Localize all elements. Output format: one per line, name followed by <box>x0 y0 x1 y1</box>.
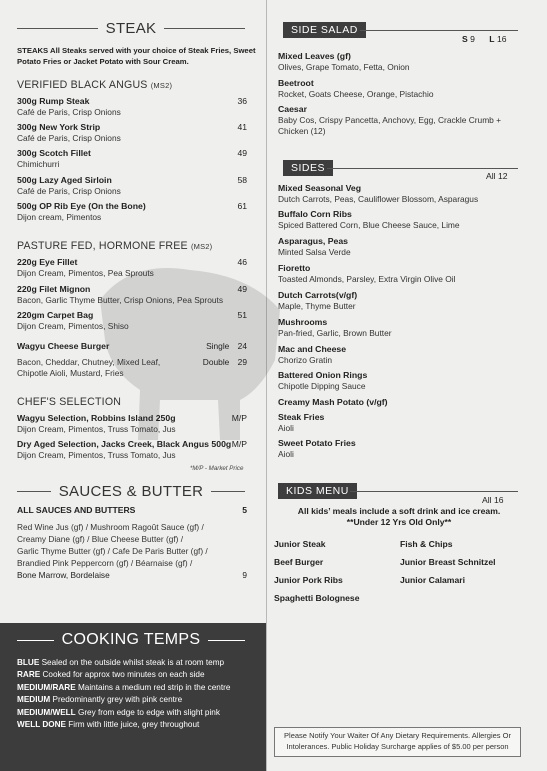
kids-item: Junior Pork Ribs <box>274 575 343 585</box>
temp-term: MEDIUM/RARE <box>17 682 76 692</box>
item-name: Wagyu Selection, Robbins Island 250g <box>17 413 176 423</box>
item-price: 46 <box>237 257 247 267</box>
item-desc: Aioli <box>278 449 294 459</box>
wagyu-single <box>206 341 247 351</box>
side-item-fioretto <box>278 263 518 285</box>
option-price: 24 <box>237 341 247 351</box>
size-large-price: 16 <box>496 34 507 44</box>
item-name: 220gm Carpet Bag <box>17 310 94 320</box>
size-large-label: L <box>489 34 495 44</box>
temp-desc: Predominantly grey with pink centre <box>52 695 183 705</box>
cooking-temps-title <box>17 631 245 649</box>
menu-item-filet-mignon <box>17 284 247 306</box>
sauces-section-title <box>17 483 245 500</box>
item-desc: Café de Paris, Crisp Onions <box>17 186 121 196</box>
side-item-mushrooms <box>278 317 518 339</box>
item-desc: Chimichurri <box>17 159 60 169</box>
all-sauces-label: ALL SAUCES AND BUTTERS <box>17 505 136 515</box>
side-item-mac-cheese <box>278 344 518 366</box>
kids-item: Spaghetti Bolognese <box>274 593 360 603</box>
item-price: 51 <box>237 310 247 320</box>
sauce-line: Red Wine Jus (gf) / Mushroom Ragoût Sauce (gf) / <box>17 522 204 532</box>
sauce-line: Brandied Pink Peppercorn (gf) / Béarnaise (gf) / <box>17 558 193 568</box>
item-name: Dry Aged Selection, Jacks Creek, Black Angus 500g <box>17 439 232 449</box>
temp-term: RARE <box>17 670 41 680</box>
sauces-title-text: SAUCES & BUTTER <box>58 483 204 500</box>
kids-menu-label: KIDS MENU <box>278 483 357 499</box>
salad-item-caesar <box>278 104 503 137</box>
side-item-mixed-veg <box>278 183 518 205</box>
item-desc: Toasted Almonds, Parsley, Extra Virgin Olive Oil <box>278 274 456 284</box>
item-desc: Bacon, Cheddar, Chutney, Mixed Leaf, Chipotle Aioli, Mustard, Fries <box>17 357 161 378</box>
item-name: Mushrooms <box>278 317 328 327</box>
sauce-line: Garlic Thyme Butter (gf) / Cafe De Paris Butter (gf) / <box>17 546 208 556</box>
menu-item-wagyu-burger <box>17 341 247 379</box>
item-name: Mac and Cheese <box>278 344 347 354</box>
item-desc: Spiced Battered Corn, Blue Cheese Sauce, Lime <box>278 220 460 230</box>
black-angus-heading <box>17 79 172 91</box>
kids-price: All 16 <box>482 495 504 505</box>
black-angus-tag: (MS2) <box>150 81 173 90</box>
item-name: Caesar <box>278 104 307 114</box>
item-name: Fioretto <box>278 263 311 273</box>
item-name: 300g Rump Steak <box>17 96 90 106</box>
temp-term: MEDIUM <box>17 695 51 705</box>
temp-row <box>17 669 230 681</box>
item-price: 36 <box>237 96 247 106</box>
side-item-onion-rings <box>278 370 518 392</box>
sides-price: All 12 <box>486 171 508 181</box>
steak-intro: STEAKS All Steaks served with your choice of Steak Fries, Sweet Potato Fries or Jacket Potato with Sour Cream. <box>17 46 256 66</box>
pasture-title: PASTURE FED, HORMONE FREE <box>17 240 188 252</box>
item-price: 61 <box>237 201 247 211</box>
item-price: 49 <box>237 148 247 158</box>
menu-item-dry-aged <box>17 439 247 461</box>
temp-desc: Cooked for approx two minutes on each side <box>42 670 205 680</box>
salad-item-mixed-leaves <box>278 51 518 73</box>
temp-row <box>17 719 230 731</box>
item-name: Battered Onion Rings <box>278 370 368 380</box>
item-desc: Dijon Cream, Pimentos, Shiso <box>17 321 129 331</box>
item-desc: Café de Paris, Crisp Onions <box>17 107 121 117</box>
side-item-asparagus <box>278 236 518 258</box>
temp-term: MEDIUM/WELL <box>17 707 76 717</box>
side-salad-label: SIDE SALAD <box>283 22 366 38</box>
item-price: 41 <box>237 122 247 132</box>
kids-item: Junior Steak <box>274 539 326 549</box>
item-name: 500g Lazy Aged Sirloin <box>17 175 112 185</box>
steak-title-text: STEAK <box>105 20 157 37</box>
item-name: Mixed Seasonal Veg <box>278 183 362 193</box>
item-name: 300g Scotch Fillet <box>17 148 91 158</box>
item-name: 500g OP Rib Eye (On the Bone) <box>17 201 146 211</box>
sauce-list <box>17 521 237 569</box>
item-name: Dutch Carrots(v/gf) <box>278 290 358 300</box>
item-desc: Café de Paris, Crisp Onions <box>17 133 121 143</box>
item-name: Mixed Leaves (gf) <box>278 51 351 61</box>
item-desc: Dijon Cream, Pimentos, Truss Tomato, Jus <box>17 424 176 434</box>
item-price: M/P <box>231 413 247 423</box>
menu-item-new-york-strip <box>17 122 247 144</box>
item-name: 220g Filet Mignon <box>17 284 91 294</box>
menu-item-rump <box>17 96 247 118</box>
item-name: Steak Fries <box>278 412 325 422</box>
side-salad-rule <box>360 30 518 31</box>
pasture-tag: (MS2) <box>190 242 213 251</box>
item-price: 49 <box>237 284 247 294</box>
title-rule <box>17 640 54 641</box>
item-name: Creamy Mash Potato (v/gf) <box>278 397 388 407</box>
item-desc: Bacon, Garlic Thyme Butter, Crisp Onions, Pea Sprouts <box>17 295 224 305</box>
menu-item-eye-fillet <box>17 257 247 279</box>
side-item-dutch-carrots <box>278 290 518 312</box>
kids-item: Beef Burger <box>274 557 324 567</box>
temp-row <box>17 707 230 719</box>
cooking-temps-list <box>17 657 230 731</box>
side-item-mash <box>278 397 518 408</box>
item-desc: Baby Cos, Crispy Pancetta, Anchovy, Egg, Crackle Crumb + Chicken (12) <box>278 115 502 136</box>
item-desc: Olives, Grape Tomato, Fetta, Onion <box>278 62 410 72</box>
kids-age-note: **Under 12 Yrs Old Only** <box>346 517 452 527</box>
temp-row <box>17 657 230 669</box>
temp-row <box>17 694 230 706</box>
kids-rule <box>350 491 518 492</box>
temp-desc: Firm with little juice, grey throughout <box>68 720 200 730</box>
item-desc: Dijon cream, Pimentos <box>17 212 102 222</box>
menu-item-sirloin <box>17 175 247 197</box>
item-name: Sweet Potato Fries <box>278 438 356 448</box>
all-sauces-row <box>17 505 247 515</box>
item-name: 220g Eye Fillet <box>17 257 78 267</box>
notice-line: Please Notify Your Waiter Of Any Dietary Requirements. Allergies Or <box>284 731 511 740</box>
option-price: 29 <box>237 357 247 367</box>
item-price: M/P <box>231 439 247 449</box>
temp-term: BLUE <box>17 658 40 667</box>
temp-desc: Sealed on the outside whilst steak is at room temp <box>41 658 225 667</box>
sides-label: SIDES <box>283 160 333 176</box>
temp-desc: Grey from edge to edge with slight pink <box>77 707 220 717</box>
dietary-notice <box>274 727 521 757</box>
item-desc: Chorizo Gratin <box>278 355 332 365</box>
sauce-line: Creamy Diane (gf) / Blue Cheese Butter (gf) / <box>17 534 184 544</box>
side-salad-prices <box>462 34 507 44</box>
sides-rule <box>327 168 518 169</box>
size-small-label: S <box>462 34 468 44</box>
temp-term: WELL DONE <box>17 720 66 730</box>
title-rule <box>17 491 51 492</box>
kids-item: Fish & Chips <box>400 539 453 549</box>
item-name: Asparagus, Peas <box>278 236 349 246</box>
item-desc: Aioli <box>278 423 294 433</box>
kids-item: Junior Calamari <box>400 575 465 585</box>
side-item-sweet-potato <box>278 438 518 460</box>
chefs-heading: CHEF'S SELECTION <box>17 396 122 408</box>
item-desc: Dutch Carrots, Peas, Cauliflower Blossom, Asparagus <box>278 194 479 204</box>
option-label: Single <box>206 341 230 351</box>
menu-item-scotch-fillet <box>17 148 247 170</box>
salad-item-beetroot <box>278 78 518 100</box>
menu-item-rib-eye <box>17 201 247 223</box>
wagyu-double <box>203 357 247 367</box>
title-rule <box>164 28 245 29</box>
bone-marrow-row <box>17 570 247 580</box>
steak-section-title <box>17 20 245 37</box>
temp-desc: Maintains a medium red strip in the centre <box>77 682 231 692</box>
cooking-temps-panel <box>0 623 266 771</box>
menu-item-carpet-bag <box>17 310 247 332</box>
kids-intro <box>274 506 524 528</box>
item-desc: Chipotle Dipping Sauce <box>278 381 366 391</box>
bone-marrow-price: 9 <box>242 570 247 580</box>
left-column <box>0 0 266 771</box>
item-name: 300g New York Strip <box>17 122 101 132</box>
temp-row <box>17 682 230 694</box>
title-rule <box>208 640 245 641</box>
notice-line: Intolerances. Public Holiday Surcharge applies of $5.00 per person <box>286 741 509 751</box>
item-price: 58 <box>237 175 247 185</box>
option-label: Double <box>202 357 230 367</box>
item-name: Wagyu Cheese Burger <box>17 341 110 351</box>
cooking-title-text: COOKING TEMPS <box>61 631 201 648</box>
side-item-steak-fries <box>278 412 518 434</box>
all-sauces-price: 5 <box>242 505 247 515</box>
pasture-heading <box>17 240 212 252</box>
item-desc: Rocket, Goats Cheese, Orange, Pistachio <box>278 89 434 99</box>
side-item-corn-ribs <box>278 209 518 231</box>
item-desc: Minted Salsa Verde <box>278 247 351 257</box>
menu-item-wagyu-selection <box>17 413 247 435</box>
title-rule <box>211 491 245 492</box>
item-desc: Dijon Cream, Pimentos, Truss Tomato, Jus <box>17 450 176 460</box>
item-desc: Pan-fried, Garlic, Brown Butter <box>278 328 392 338</box>
title-rule <box>17 28 98 29</box>
item-name: Buffalo Corn Ribs <box>278 209 352 219</box>
kids-item: Junior Breast Schnitzel <box>400 557 496 567</box>
item-desc: Dijon Cream, Pimentos, Pea Sprouts <box>17 268 154 278</box>
market-price-note: *M/P - Market Price <box>190 465 244 472</box>
black-angus-title: VERIFIED BLACK ANGUS <box>17 79 148 91</box>
item-desc: Maple, Thyme Butter <box>278 301 356 311</box>
kids-intro-line: All kids’ meals include a soft drink and ice cream. <box>297 506 501 516</box>
item-name: Beetroot <box>278 78 314 88</box>
size-small-price: 9 <box>470 34 475 44</box>
bone-marrow-label: Bone Marrow, Bordelaise <box>17 570 110 580</box>
